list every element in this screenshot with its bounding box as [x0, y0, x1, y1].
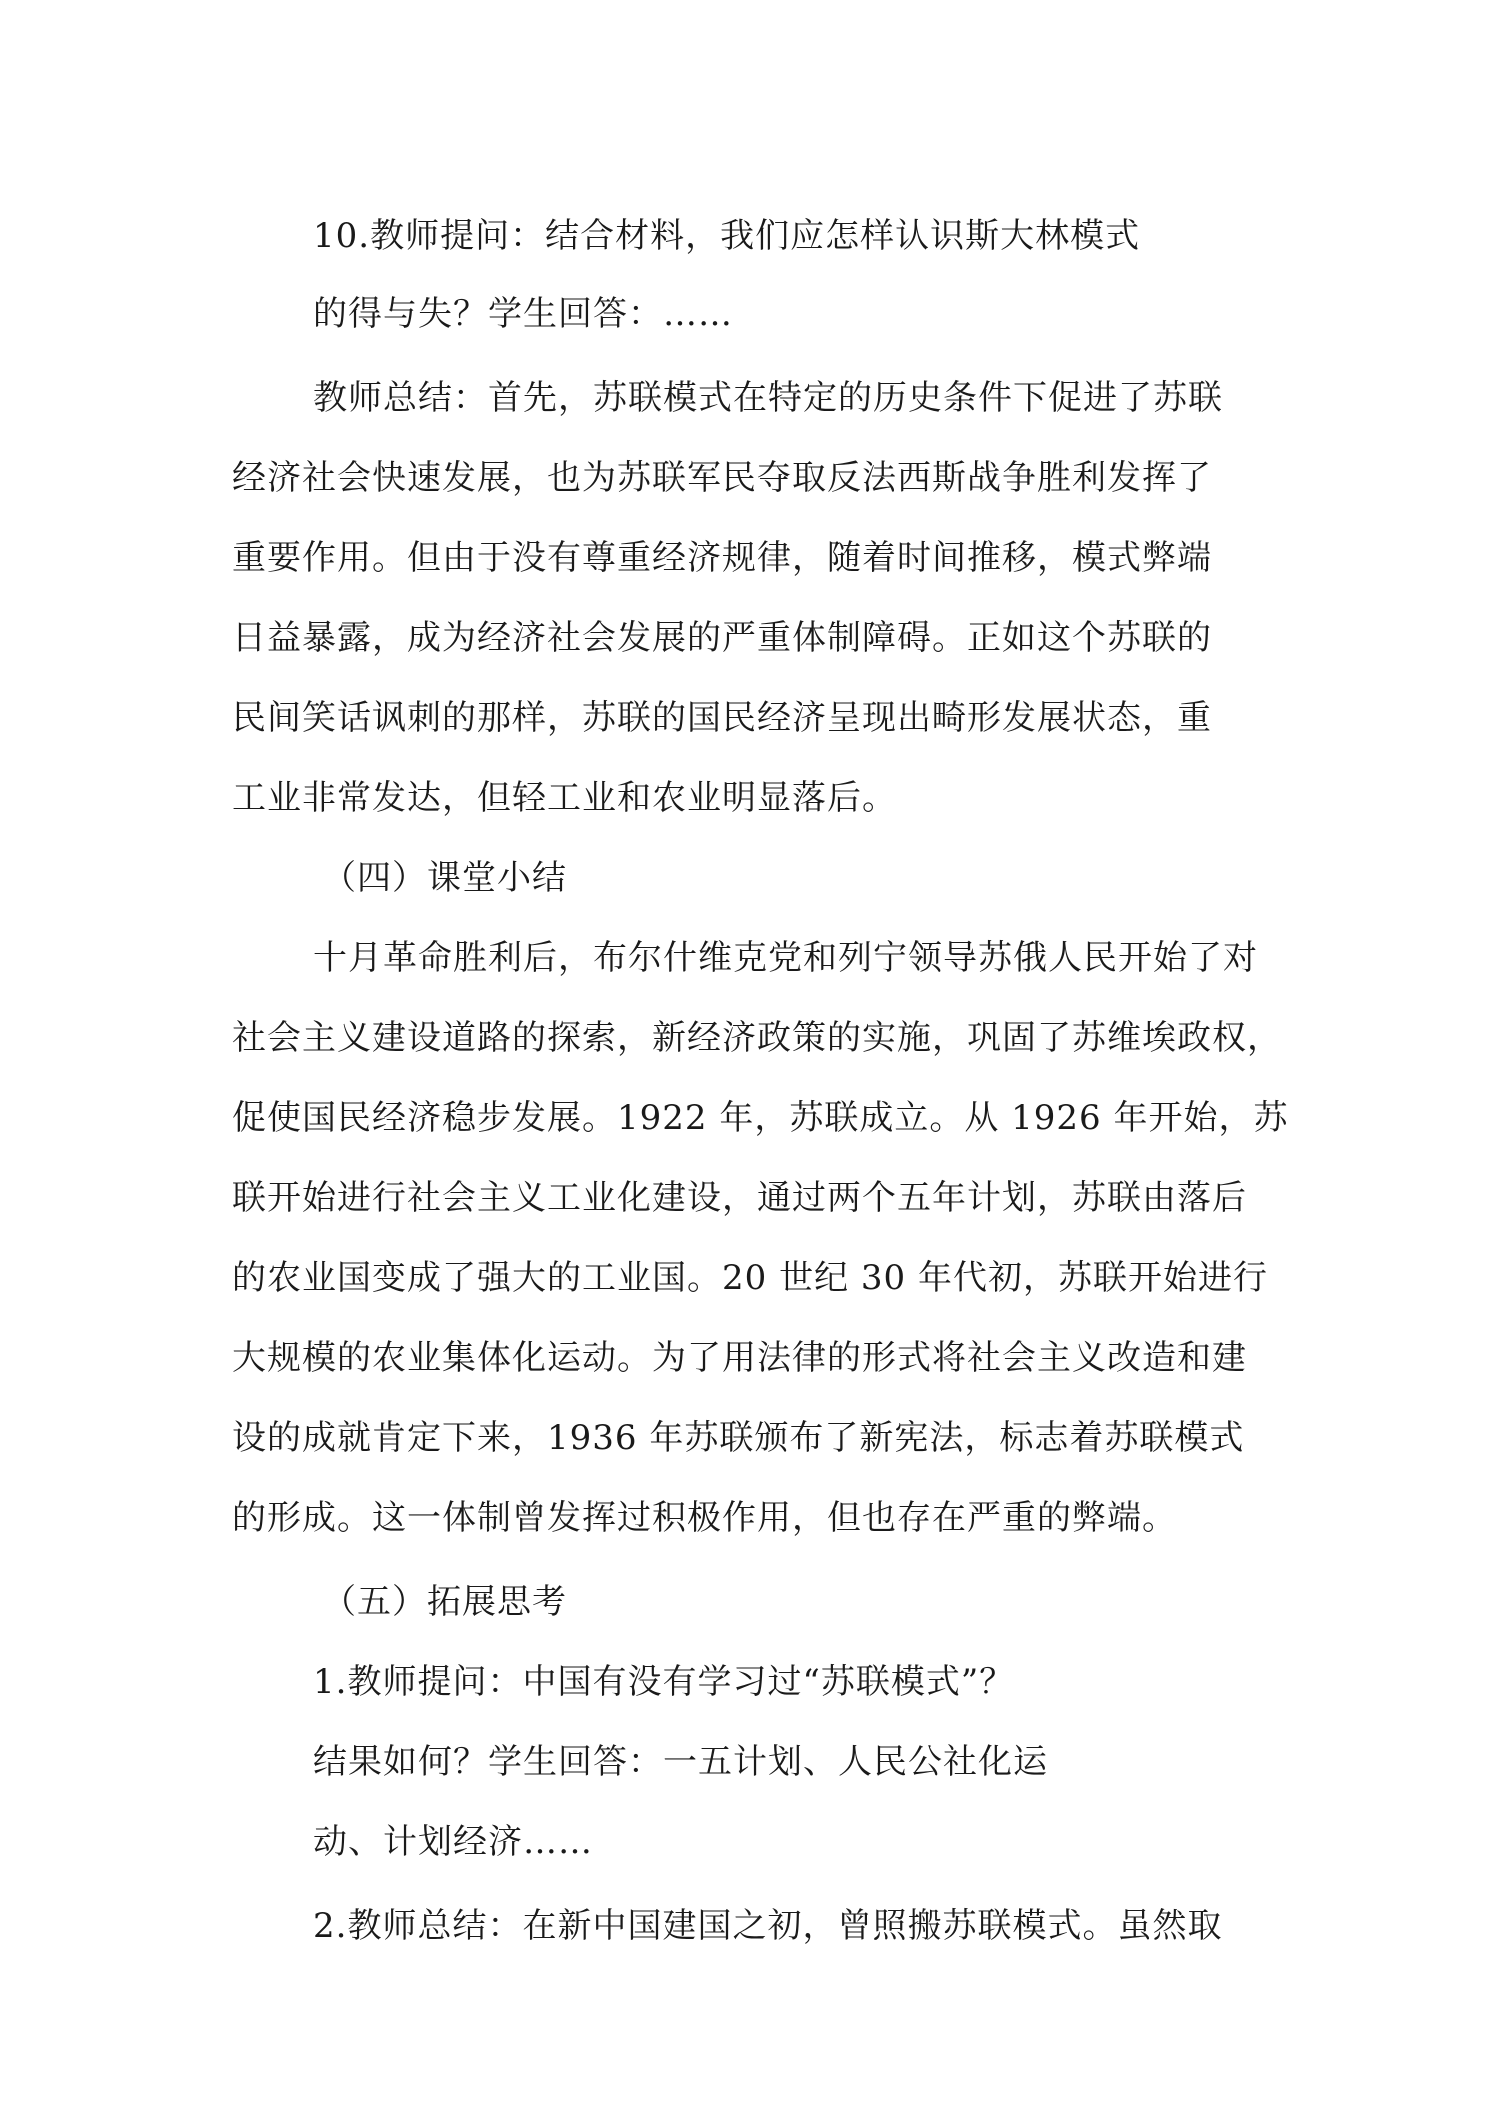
text-line: 动、计划经济……: [313, 1822, 593, 1862]
text-line: 工业非常发达，但轻工业和农业明显落后。: [232, 778, 897, 818]
text-line: 促使国民经济稳步发展。1922 年，苏联成立。从 1926 年开始，苏: [232, 1098, 1289, 1138]
text-line: 联开始进行社会主义工业化建设，通过两个五年计划，苏联由落后: [232, 1178, 1247, 1218]
text-line: 社会主义建设道路的探索，新经济政策的实施，巩固了苏维埃政权，: [232, 1018, 1282, 1058]
text-line: 教师总结：首先，苏联模式在特定的历史条件下促进了苏联: [313, 378, 1223, 418]
text-line: 的得与失？学生回答：……: [313, 294, 733, 334]
text-line: 的形成。这一体制曾发挥过积极作用，但也存在严重的弊端。: [232, 1498, 1177, 1538]
section-heading: （五）拓展思考: [322, 1582, 567, 1622]
text-line: 大规模的农业集体化运动。为了用法律的形式将社会主义改造和建: [232, 1338, 1247, 1378]
text-line: 十月革命胜利后，布尔什维克党和列宁领导苏俄人民开始了对: [313, 938, 1258, 978]
text-line: 设的成就肯定下来，1936 年苏联颁布了新宪法，标志着苏联模式: [232, 1418, 1245, 1458]
text-line: 重要作用。但由于没有尊重经济规律，随着时间推移，模式弊端: [232, 538, 1212, 578]
text-line: 经济社会快速发展，也为苏联军民夺取反法西斯战争胜利发挥了: [232, 458, 1212, 498]
section-heading: （四）课堂小结: [322, 858, 567, 898]
text-line: 2.教师总结：在新中国建国之初，曾照搬苏联模式。虽然取: [313, 1906, 1223, 1946]
text-line: 的农业国变成了强大的工业国。20 世纪 30 年代初，苏联开始进行: [232, 1258, 1268, 1298]
text-line: 结果如何？学生回答：一五计划、人民公社化运: [313, 1742, 1048, 1782]
text-line: 10.教师提问：结合材料，我们应怎样认识斯大林模式: [313, 216, 1141, 256]
text-line: 民间笑话讽刺的那样，苏联的国民经济呈现出畸形发展状态，重: [232, 698, 1212, 738]
text-line: 1.教师提问：中国有没有学习过“苏联模式”？: [313, 1662, 1015, 1702]
text-line: 日益暴露，成为经济社会发展的严重体制障碍。正如这个苏联的: [232, 618, 1212, 658]
